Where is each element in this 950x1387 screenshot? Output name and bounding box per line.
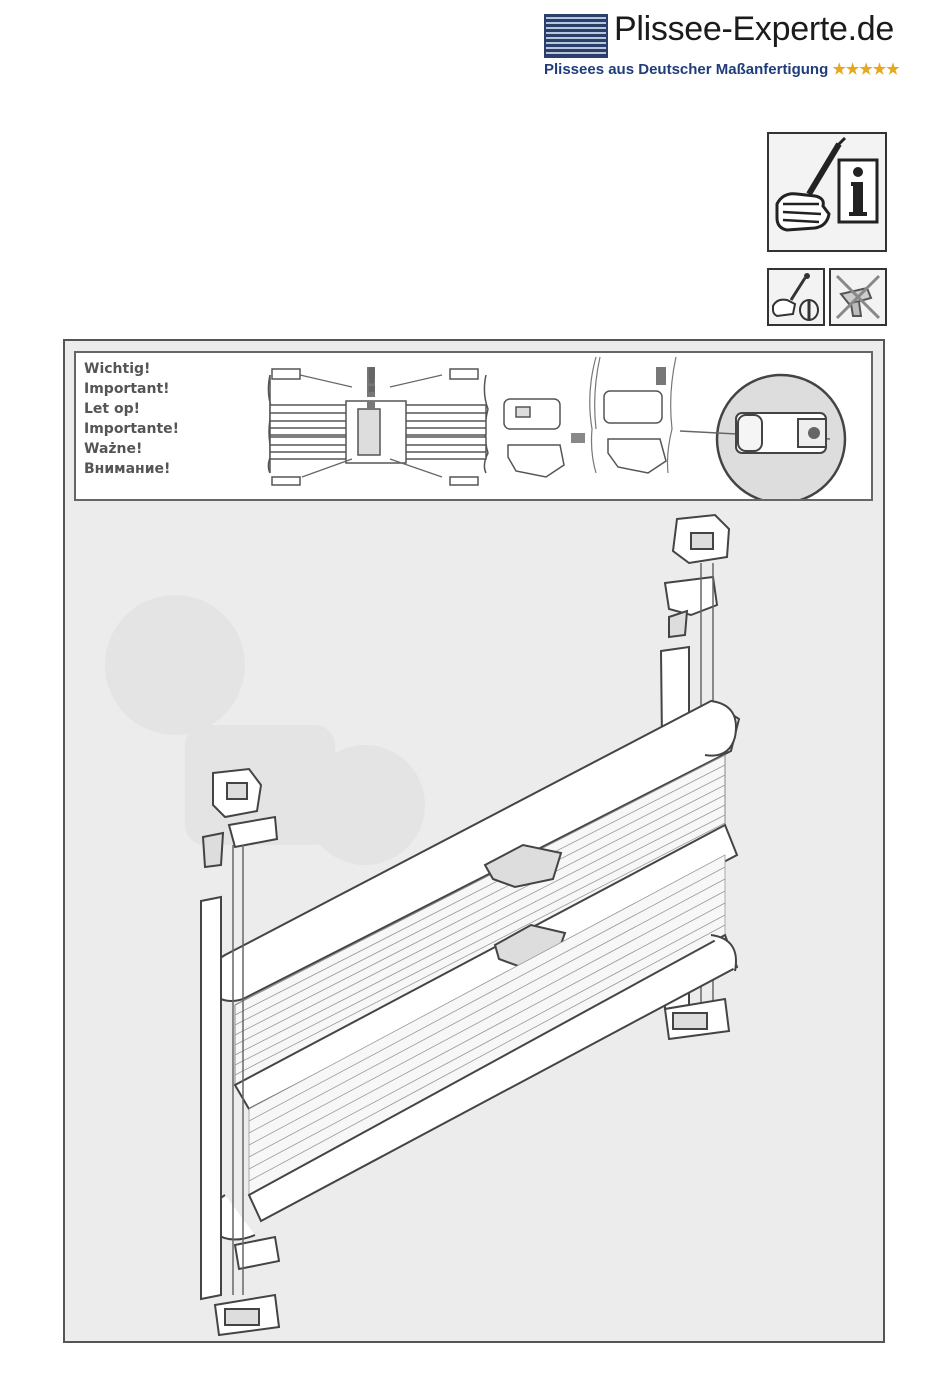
no-power-tool-icon [829, 268, 887, 326]
screwdriver-icon [767, 268, 825, 326]
warning-illustration [76, 353, 871, 499]
warning-label-nl: Let op! [84, 401, 141, 417]
warning-label-it: Importante! [84, 421, 180, 437]
info-icon [767, 132, 887, 252]
logo-blinds-icon [544, 14, 608, 58]
warning-label-ru: Внимание! [84, 461, 171, 477]
warning-labels [84, 359, 179, 479]
logo-subtitle [544, 60, 900, 78]
warning-panel [74, 351, 873, 501]
warning-label-fr: Important! [84, 381, 170, 397]
warning-label-pl: Ważne! [84, 441, 143, 457]
rating-stars: ★★★★★ [832, 61, 900, 78]
logo-title: Plissee-Experte.de [614, 10, 894, 48]
warning-label-de: Wichtig! [84, 361, 151, 377]
brand-logo [544, 10, 939, 84]
logo-subtitle-text: Plissees aus Deutscher Maßanfertigung [544, 61, 829, 78]
warning-exclamation: ! [364, 361, 380, 401]
assembly-illustration [65, 505, 883, 1341]
